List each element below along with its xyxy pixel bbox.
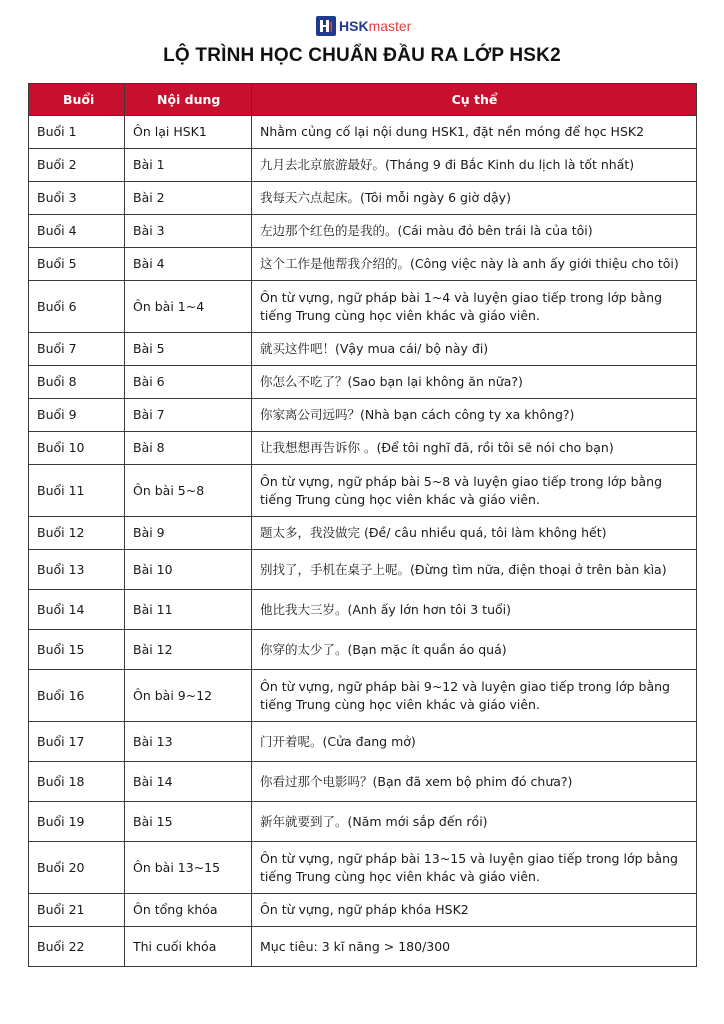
header-detail: Cụ thể (252, 84, 697, 116)
cell-session: Buổi 11 (29, 465, 125, 517)
cell-detail: 题太多，我没做完 (Đề/ câu nhiều quá, tôi làm không hết) (252, 517, 697, 550)
cell-session: Buổi 5 (29, 248, 125, 281)
cell-content: Bài 13 (125, 722, 252, 762)
cell-session: Buổi 17 (29, 722, 125, 762)
cell-content: Ôn bài 13~15 (125, 842, 252, 894)
cell-session: Buổi 4 (29, 215, 125, 248)
cell-content: Ôn bài 5~8 (125, 465, 252, 517)
cell-session: Buổi 7 (29, 333, 125, 366)
cell-session: Buổi 3 (29, 182, 125, 215)
cell-session: Buổi 9 (29, 399, 125, 432)
table-row (29, 333, 697, 366)
cell-content: Ôn bài 9~12 (125, 670, 252, 722)
cell-session: Buổi 19 (29, 802, 125, 842)
cell-content: Bài 12 (125, 630, 252, 670)
table-row (29, 149, 697, 182)
header-session: Buổi (29, 84, 125, 116)
cell-content: Bài 8 (125, 432, 252, 465)
cell-content: Ôn tổng khóa (125, 894, 252, 927)
table-row (29, 281, 697, 333)
cell-detail: Ôn từ vựng, ngữ pháp bài 13~15 và luyện giao tiếp trong lớp bằng tiếng Trung cùng học viên khác và giáo viên. (252, 842, 697, 894)
brand-master: master (368, 18, 412, 34)
cell-detail: 左边那个红色的是我的。(Cái màu đỏ bên trái là của tôi) (252, 215, 697, 248)
cell-session: Buổi 20 (29, 842, 125, 894)
brand-logo (316, 14, 411, 38)
cell-content: Bài 5 (125, 333, 252, 366)
cell-detail: 九月去北京旅游最好。(Tháng 9 đi Bắc Kinh du lịch là tốt nhất) (252, 149, 697, 182)
table-row (29, 894, 697, 927)
table-row (29, 248, 697, 281)
cell-detail: 这个工作是他帮我介绍的。(Công việc này là anh ấy giới thiệu cho tôi) (252, 248, 697, 281)
cell-content: Bài 2 (125, 182, 252, 215)
table-row (29, 762, 697, 802)
cell-content: Bài 1 (125, 149, 252, 182)
page-title: LỘ TRÌNH HỌC CHUẨN ĐẦU RA LỚP HSK2 (163, 45, 561, 66)
cell-content: Ôn lại HSK1 (125, 116, 252, 149)
cell-session: Buổi 14 (29, 590, 125, 630)
cell-session: Buổi 15 (29, 630, 125, 670)
table-row (29, 116, 697, 149)
table-row (29, 550, 697, 590)
cell-session: Buổi 12 (29, 517, 125, 550)
hm-logo-icon (316, 16, 336, 36)
table-header-row (29, 84, 697, 116)
cell-session: Buổi 21 (29, 894, 125, 927)
cell-content: Bài 3 (125, 215, 252, 248)
table-row (29, 802, 697, 842)
cell-content: Bài 7 (125, 399, 252, 432)
table-row (29, 630, 697, 670)
table-row (29, 722, 697, 762)
cell-session: Buổi 16 (29, 670, 125, 722)
cell-detail: 你怎么不吃了？(Sao bạn lại không ăn nữa?) (252, 366, 697, 399)
table-row (29, 432, 697, 465)
table-row (29, 182, 697, 215)
brand-hsk: HSK (339, 18, 369, 34)
cell-detail: Ôn từ vựng, ngữ pháp bài 5~8 và luyện giao tiếp trong lớp bằng tiếng Trung cùng học viên khác và giáo viên. (252, 465, 697, 517)
header-content: Nội dung (125, 84, 252, 116)
cell-session: Buổi 8 (29, 366, 125, 399)
cell-session: Buổi 13 (29, 550, 125, 590)
cell-content: Thi cuối khóa (125, 927, 252, 967)
study-plan-table (28, 83, 697, 967)
cell-detail: Ôn từ vựng, ngữ pháp khóa HSK2 (252, 894, 697, 927)
cell-session: Buổi 2 (29, 149, 125, 182)
table-row (29, 366, 697, 399)
cell-session: Buổi 10 (29, 432, 125, 465)
cell-session: Buổi 18 (29, 762, 125, 802)
cell-detail: Nhằm củng cố lại nội dung HSK1, đặt nền móng để học HSK2 (252, 116, 697, 149)
table-row (29, 842, 697, 894)
cell-detail: 门开着呢。(Cửa đang mở) (252, 722, 697, 762)
cell-detail: Ôn từ vựng, ngữ pháp bài 1~4 và luyện giao tiếp trong lớp bằng tiếng Trung cùng học viên khác và giáo viên. (252, 281, 697, 333)
cell-detail: Mục tiêu: 3 kĩ năng > 180/300 (252, 927, 697, 967)
table-row (29, 465, 697, 517)
table-row (29, 399, 697, 432)
cell-detail: 他比我大三岁。(Anh ấy lớn hơn tôi 3 tuổi) (252, 590, 697, 630)
table-row (29, 517, 697, 550)
cell-detail: 新年就要到了。(Năm mới sắp đến rồi) (252, 802, 697, 842)
cell-content: Ôn bài 1~4 (125, 281, 252, 333)
cell-session: Buổi 1 (29, 116, 125, 149)
cell-session: Buổi 6 (29, 281, 125, 333)
cell-detail: 别找了，手机在桌子上呢。(Đừng tìm nữa, điện thoại ở trên bàn kìa) (252, 550, 697, 590)
cell-detail: 你家离公司远吗？(Nhà bạn cách công ty xa không?) (252, 399, 697, 432)
brand-name (339, 16, 411, 36)
cell-detail: 就买这件吧！(Vậy mua cái/ bộ này đi) (252, 333, 697, 366)
table-row (29, 927, 697, 967)
cell-detail: 你看过那个电影吗？(Bạn đã xem bộ phim đó chưa?) (252, 762, 697, 802)
table-row (29, 670, 697, 722)
table-row (29, 590, 697, 630)
cell-detail: 你穿的太少了。(Bạn mặc ít quần áo quá) (252, 630, 697, 670)
cell-content: Bài 6 (125, 366, 252, 399)
table-row (29, 215, 697, 248)
cell-session: Buổi 22 (29, 927, 125, 967)
cell-content: Bài 4 (125, 248, 252, 281)
cell-detail: 让我想想再告诉你 。(Để tôi nghĩ đã, rồi tôi sẽ nói cho bạn) (252, 432, 697, 465)
cell-content: Bài 11 (125, 590, 252, 630)
cell-content: Bài 10 (125, 550, 252, 590)
cell-detail: 我每天六点起床。(Tôi mỗi ngày 6 giờ dậy) (252, 182, 697, 215)
cell-content: Bài 9 (125, 517, 252, 550)
cell-content: Bài 14 (125, 762, 252, 802)
cell-content: Bài 15 (125, 802, 252, 842)
cell-detail: Ôn từ vựng, ngữ pháp bài 9~12 và luyện giao tiếp trong lớp bằng tiếng Trung cùng học viên khác và giáo viên. (252, 670, 697, 722)
